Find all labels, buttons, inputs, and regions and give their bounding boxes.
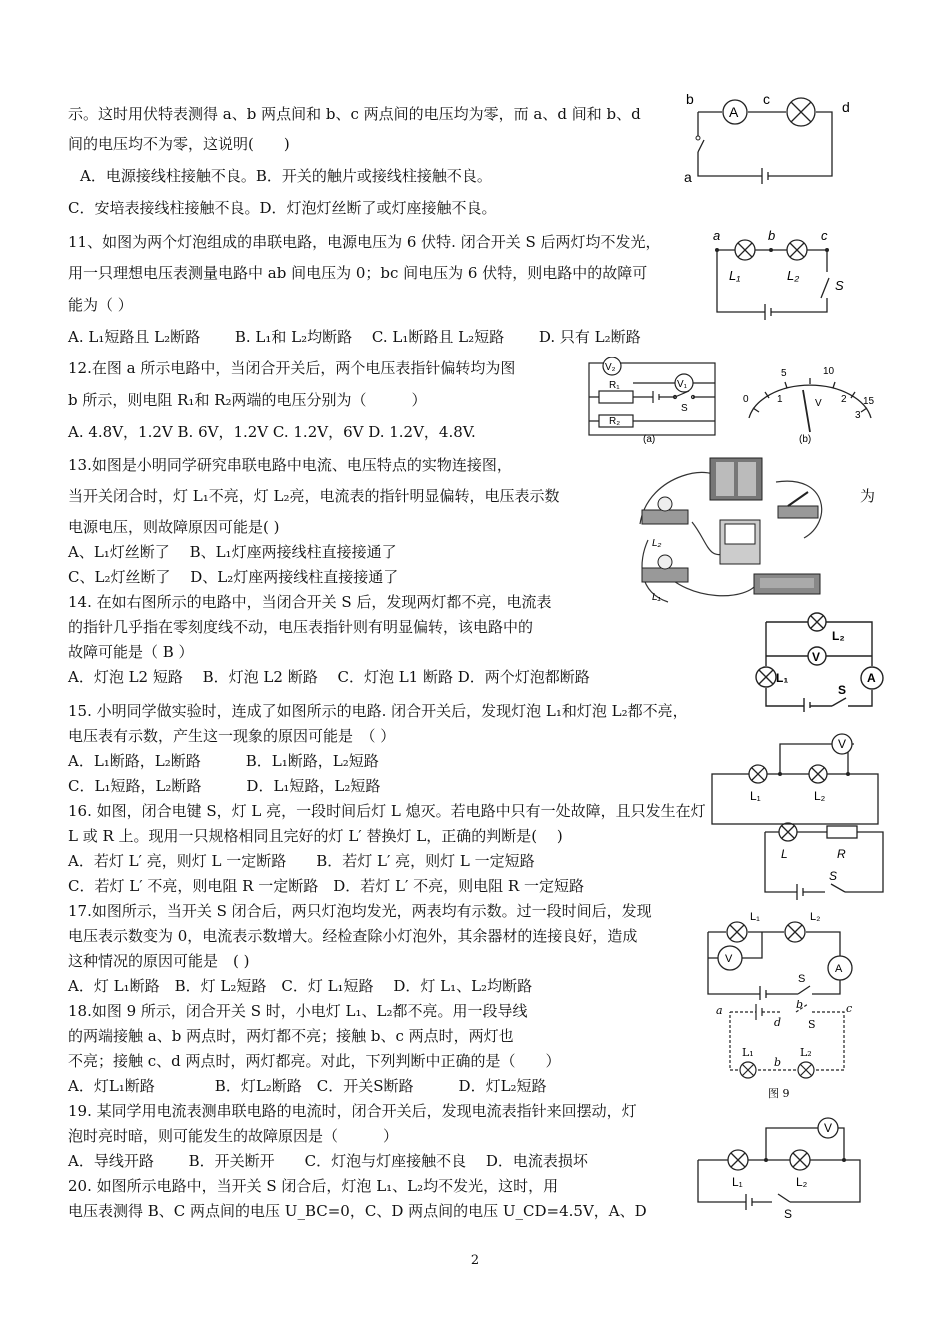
q11-label-c: c [821, 228, 828, 243]
q16-label-l: L [781, 847, 788, 861]
q10-circuit-diagram [680, 90, 860, 190]
q17-stem-line-1: 17.如图所示，当开关 S 闭合后，两只灯泡均发光，两表均有示数。过一段时间后，发现 [68, 902, 652, 920]
q13-label-l1: L₁ [652, 592, 661, 603]
q16-stem-line-1: 16. 如图，闭合电键 S，灯 L 亮，一段时间后灯 L 熄灭。若电路中只有一处故障，且只发生在灯 [68, 802, 706, 820]
q12b-tick-0: 0 [743, 394, 749, 405]
q11-stem-line-3: 能为（ ） [68, 296, 133, 314]
q12-stem-line-2: b 所示，则电阻 R₁和 R₂两端的电压分别为（ ） [68, 391, 427, 409]
q20-stem-line-1: 20. 如图所示电路中，当开关 S 闭合后，灯泡 L₁、L₂均不发光，这时，用 [68, 1177, 559, 1195]
q10-stem-line-1: 示。这时用伏特表测得 a、b 两点间和 b、c 两点间的电压均为零，而 a、d 间和 b、d [68, 105, 641, 123]
q11-label-l2: L₂ [787, 268, 800, 283]
q18-stem-line-1: 18.如图 9 所示，闭合开关 S 时，小电灯 L₁、L₂都不亮。用一段导线 [68, 1002, 528, 1020]
q14-stem-line-2: 的指针几乎指在零刻度线不动，电压表指针则有明显偏转，该电路中的 [68, 618, 534, 636]
q15-label-l2: L₂ [814, 789, 826, 803]
q12a-s-label: S [681, 403, 688, 414]
q18-stem-line-2: 的两端接触 a、b 两点时，两灯都不亮；接触 b、c 两点时，两灯也 [68, 1027, 514, 1045]
q17-label-l1: L₁ [750, 911, 760, 923]
q16-stem-line-2: L 或 R 上。现用一只规格相同且完好的灯 L′ 替换灯 L，正确的判断是( ) [68, 827, 563, 845]
q14-ammeter-label: A [867, 671, 876, 685]
q18-label-b-bottom: b [774, 1056, 782, 1069]
q20-voltmeter-label: V [824, 1121, 833, 1135]
q10-options-cd: C．安培表接线柱接触不良。D．灯泡灯丝断了或灯座接触不良。 [68, 199, 497, 217]
q19-options: A．导线开路 B．开关断开 C．灯泡与灯座接触不良 D．电流表损坏 [68, 1152, 588, 1170]
q12a-v1-label: V₁ [677, 379, 688, 390]
q17-ammeter-label: A [835, 963, 843, 975]
q15-circuit-diagram [708, 730, 883, 830]
q16-label-s: S [829, 869, 838, 883]
q17-label-l2: L₂ [810, 911, 821, 923]
q13-stem-line-2-tail: 为 [860, 487, 876, 505]
q14-stem-line-3: 故障可能是（ B ） [68, 643, 194, 661]
q14-circuit-diagram [752, 612, 887, 714]
q10-label-b: b [686, 91, 694, 107]
q13-options-cd: C、L₂灯丝断了 D、L₂灯座两接线柱直接接通了 [68, 568, 399, 586]
q13-label-l2: L₂ [652, 538, 662, 549]
q17-stem-line-3: 这种情况的原因可能是 ( ) [68, 952, 250, 970]
q11-circuit-diagram [705, 228, 855, 323]
q18-label-d: d [774, 1016, 782, 1029]
q20-label-l1: L₁ [732, 1175, 743, 1189]
q15-voltmeter-label: V [838, 737, 847, 751]
q18-label-l2: L₂ [800, 1046, 812, 1059]
q18-options: A．灯L₁断路 B．灯L₂断路 C．开关S断路 D．灯L₂短路 [68, 1077, 547, 1095]
q12b-tick-10: 10 [823, 366, 835, 377]
q16-options-cd: C．若灯 L′ 不亮，则电阻 R 一定断路 D．若灯 L′ 不亮，则电阻 R 一定短路 [68, 877, 584, 895]
q18-label-s: S [808, 1018, 816, 1031]
q15-options-ab: A．L₁断路，L₂断路 B．L₁断路，L₂短路 [68, 752, 379, 770]
q12-circuit-diagram-a [585, 357, 725, 445]
q16-options-ab: A．若灯 L′ 亮，则灯 L 一定断路 B．若灯 L′ 亮，则灯 L 一定短路 [68, 852, 535, 870]
q13-stem-line-3: 电源电压，则故障原因可能是( ) [68, 518, 280, 536]
q19-stem-line-2: 泡时亮时暗，则可能发生的故障原因是（ ） [68, 1127, 399, 1145]
q14-options: A．灯泡 L2 短路 B．灯泡 L2 断路 C．灯泡 L1 断路 D．两个灯泡都断路 [68, 668, 590, 686]
q12b-tick-3: 3 [855, 410, 861, 421]
q18-circuit-diagram-fig9 [712, 1000, 862, 1100]
q20-label-l2: L₂ [796, 1175, 808, 1189]
q15-label-l1: L₁ [750, 789, 761, 803]
q12a-r2-label: R₂ [609, 416, 621, 427]
q14-voltmeter-label: V [812, 650, 821, 664]
q11-options: A. L₁短路且 L₂断路 B. L₁和 L₂均断路 C. L₁断路且 L₂短路 D. 只有 L₂断路 [68, 328, 641, 346]
q12b-unit-v: V [815, 398, 822, 409]
q12b-tick-15: 15 [863, 396, 875, 407]
q12-options: A. 4.8V，1.2V B. 6V，1.2V C. 1.2V，6V D. 1.2V，4.8V. [68, 423, 476, 441]
q10-stem-line-2: 间的电压均不为零，这说明( ) [68, 135, 290, 153]
q13-stem-line-1: 13.如图是小明同学研究串联电路中电流、电压特点的实物连接图， [68, 456, 512, 474]
q10-ammeter-label: A [729, 104, 739, 120]
q12-voltmeter-dial-b [735, 362, 885, 446]
q15-options-cd: C．L₁短路，L₂断路 D．L₁短路，L₂短路 [68, 777, 381, 795]
q17-circuit-diagram [700, 906, 860, 1000]
q18-caption: 图 9 [768, 1087, 790, 1100]
q14-stem-line-1: 14. 在如右图所示的电路中，当闭合开关 S 后，发现两灯都不亮，电流表 [68, 593, 552, 611]
q17-options: A．灯 L₁断路 B．灯 L₂短路 C．灯 L₁短路 D．灯 L₁、L₂均断路 [68, 977, 533, 995]
q17-voltmeter-label: V [725, 953, 733, 965]
q10-label-c: c [763, 91, 770, 107]
q18-label-c: c [846, 1002, 853, 1015]
q13-options-ab: A、L₁灯丝断了 B、L₁灯座两接线柱直接接通了 [68, 543, 397, 561]
q12b-tick-2: 2 [841, 394, 847, 405]
q11-label-b: b [768, 228, 776, 243]
q20-label-s: S [784, 1207, 793, 1218]
q12b-tick-1: 1 [777, 394, 783, 405]
q13-stem-line-2: 当开关闭合时，灯 L₁不亮，灯 L₂亮，电流表的指针明显偏转，电压表示数 [68, 487, 560, 505]
q15-stem-line-1: 15. 小明同学做实验时，连成了如图所示的电路. 闭合开关后，发现灯泡 L₁和灯泡 L₂都不亮， [68, 702, 688, 720]
q11-label-a: a [713, 228, 721, 243]
q12a-v2-label: V₂ [605, 362, 616, 373]
q12b-tick-5: 5 [781, 368, 787, 379]
q18-stem-line-3: 不亮；接触 c、d 两点时，两灯都亮。对此，下列判断中正确的是（ ） [68, 1052, 561, 1070]
q17-stem-line-2: 电压表示数变为 0，电流表示数增大。经检查除小灯泡外，其余器材的连接良好，造成 [68, 927, 638, 945]
q18-label-a: a [716, 1004, 723, 1017]
q18-label-l1: L₁ [742, 1046, 754, 1059]
q17-label-s: S [798, 973, 806, 985]
q12b-caption: (b) [799, 434, 812, 445]
q12-stem-line-1: 12.在图 a 所示电路中，当闭合开关后，两个电压表指针偏转均为图 [68, 359, 516, 377]
q11-stem-line-1: 11、如图为两个灯泡组成的串联电路，电源电压为 6 伏特. 闭合开关 S 后两灯均不发光， [68, 233, 661, 251]
q13-apparatus-photo [628, 452, 838, 612]
q19-stem-line-1: 19. 某同学用电流表测串联电路的电流时，闭合开关后，发现电流表指针来回摆动，灯 [68, 1102, 637, 1120]
q14-label-l2: L₂ [832, 629, 845, 643]
q16-label-r: R [837, 847, 846, 861]
q10-options-ab: A．电源接线柱接触不良。B．开关的触片或接线柱接触不良。 [80, 167, 492, 185]
q10-label-a: a [684, 169, 692, 185]
q16-circuit-diagram [755, 820, 895, 902]
q11-label-l1: L₁ [729, 268, 741, 283]
q14-label-s: S [838, 683, 847, 697]
q15-stem-line-2: 电压表有示数，产生这一现象的原因可能是 （ ） [68, 727, 396, 745]
q20-circuit-diagram [694, 1110, 864, 1218]
page-number: 2 [470, 1253, 480, 1268]
q11-stem-line-2: 用一只理想电压表测量电路中 ab 间电压为 0；bc 间电压为 6 伏特，则电路中的故障可 [68, 264, 648, 282]
q12a-caption: (a) [643, 434, 656, 445]
q11-label-s: S [835, 278, 844, 293]
q14-label-l1: L₁ [776, 671, 789, 685]
q12a-r1-label: R₁ [609, 380, 620, 391]
q18-label-b-top: b [796, 1000, 804, 1011]
q20-stem-line-2: 电压表测得 B、C 两点间的电压 U_BC=0，C、D 两点间的电压 U_CD=4.5V，A、D [68, 1202, 647, 1220]
q10-label-d: d [842, 99, 850, 115]
